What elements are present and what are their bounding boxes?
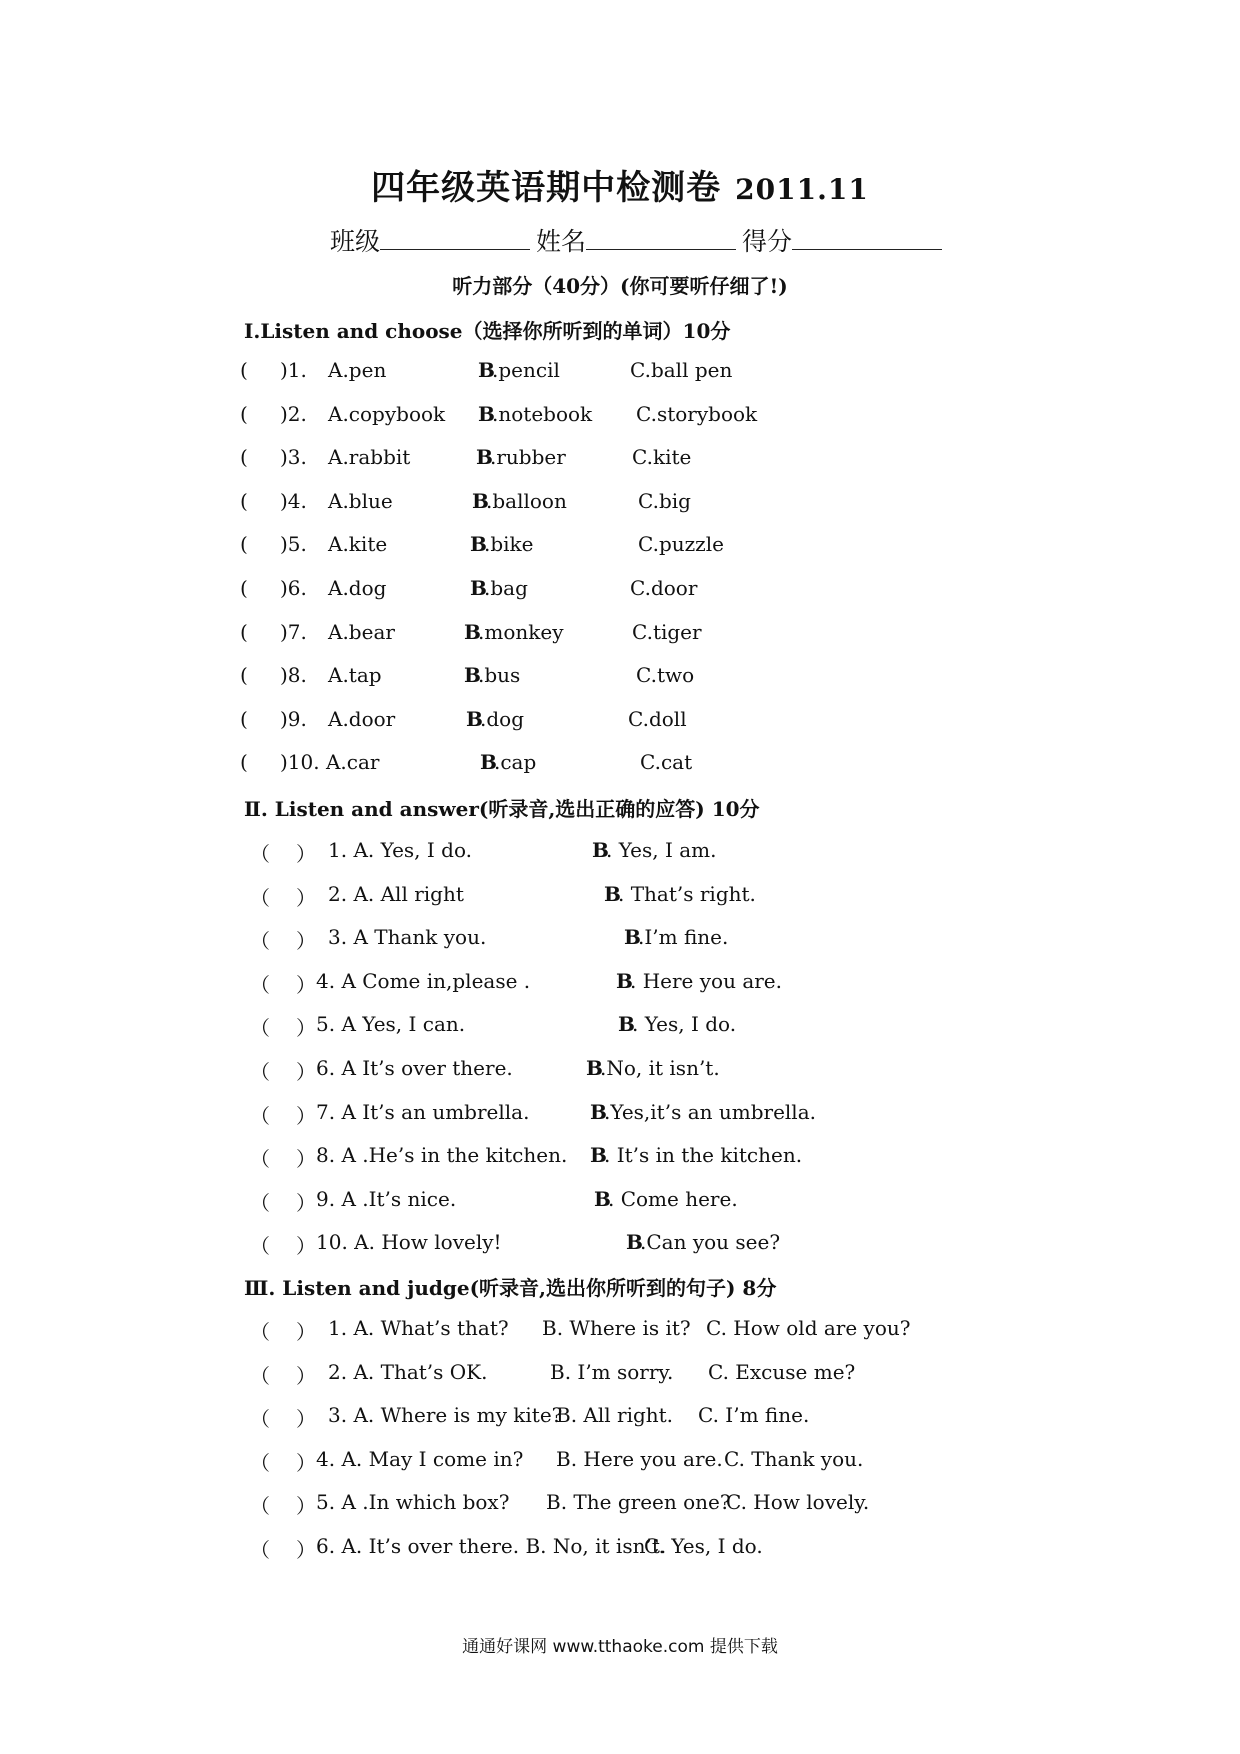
section2-question-row (0, 1012, 1240, 1042)
question-number: )4. (280, 488, 307, 513)
question-option-a: 9. A .It’s nice. (316, 1186, 457, 1211)
question-option-a: 8. A .He’s in the kitchen. (316, 1143, 568, 1168)
option-a: A.dog (328, 576, 387, 600)
answer-paren-open[interactable]: （ (250, 1538, 270, 1562)
option-a: 1. A. What’s that? (328, 1316, 509, 1340)
option-a: 3. A. Where is my kite? (328, 1403, 563, 1428)
option-b: .balloon (486, 488, 567, 513)
answer-paren-open[interactable]: （ (250, 842, 270, 866)
answer-paren-close: ） (296, 1450, 316, 1475)
question-option-a: 2. A. All right (328, 881, 464, 906)
question-number: )9. (280, 706, 307, 731)
option-b: . Here you are. (630, 968, 783, 993)
answer-paren-close: ） (296, 1320, 316, 1344)
option-b: . Yes, I am. (606, 838, 717, 862)
section2-question-row (0, 969, 1240, 999)
option-b: .cap (494, 750, 537, 775)
answer-paren-close: ） (296, 1234, 316, 1259)
exam-title (0, 160, 1240, 209)
section1-question-row (0, 576, 1240, 606)
question-option-a: 10. A. How lovely! (316, 1230, 502, 1255)
exam-date: 2011.11 (735, 173, 869, 206)
answer-paren-close: ） (296, 1407, 316, 1432)
answer-paren[interactable]: ( (240, 445, 248, 470)
option-c: C.ball pen (630, 358, 733, 382)
option-c: C.puzzle (638, 532, 724, 557)
option-c: C. I’m fine. (698, 1403, 810, 1428)
name-blank[interactable] (586, 223, 736, 250)
section3-question-row (0, 1316, 1240, 1346)
answer-paren-open[interactable]: （ (250, 1363, 270, 1388)
option-b-letter: B (626, 1230, 643, 1255)
option-b: .I’m fine. (638, 925, 729, 950)
question-option-a: 1. A. Yes, I do. (328, 838, 472, 862)
option-c: C.doll (628, 706, 687, 731)
option-c: C.two (636, 663, 695, 688)
section1-question-row (0, 663, 1240, 693)
score-blank[interactable] (792, 223, 942, 250)
option-b-letter: B (464, 619, 481, 644)
option-a: 5. A .In which box? (316, 1490, 510, 1515)
answer-paren[interactable]: ( (240, 532, 248, 557)
option-a: 6. A. It’s over there. B. No, it isn’t. (316, 1534, 667, 1558)
option-b: .bag (484, 576, 528, 600)
answer-paren-close: ） (296, 1363, 316, 1388)
answer-paren-close: ） (296, 1538, 316, 1562)
answer-paren-open[interactable]: （ (250, 1320, 270, 1344)
option-b-letter: B (464, 663, 481, 688)
section2-question-row (0, 925, 1240, 955)
answer-paren-open[interactable]: （ (250, 1234, 270, 1259)
option-b: .No, it isn’t. (600, 1056, 720, 1080)
section3-heading: Ⅲ. Listen and judge(听录音,选出你所听到的句子) 8分 (244, 1276, 777, 1300)
option-a: 4. A. May I come in? (316, 1446, 524, 1471)
option-a: A.kite (328, 532, 388, 557)
title-text: 四年级英语期中检测卷 (371, 168, 722, 208)
option-c: C. Excuse me? (708, 1359, 856, 1384)
answer-paren-open[interactable]: （ (250, 929, 270, 954)
section3-question-row (0, 1360, 1240, 1390)
answer-paren-open[interactable]: （ (250, 1494, 270, 1519)
question-option-a: 7. A It’s an umbrella. (316, 1099, 530, 1124)
option-b: . It’s in the kitchen. (604, 1143, 803, 1168)
option-b-letter: B (618, 1012, 635, 1037)
answer-paren-open[interactable]: （ (250, 1190, 270, 1215)
answer-paren-open[interactable]: （ (250, 1103, 270, 1128)
answer-paren[interactable]: ( (240, 706, 248, 731)
answer-paren-close: ） (296, 1190, 316, 1215)
section1-heading: Ⅰ.Listen and choose（选择你所听到的单词）10分 (244, 319, 731, 343)
option-b-letter: B (478, 401, 495, 426)
option-b: B. Where is it? (542, 1316, 691, 1340)
option-b: .Can you see? (640, 1230, 781, 1255)
listening-subtitle: 听力部分（40分）(你可要听仔细了!) (452, 274, 788, 298)
option-b: B. All right. (556, 1403, 674, 1428)
option-a: A.rabbit (328, 445, 411, 470)
answer-paren-open[interactable]: （ (250, 972, 270, 997)
option-b-letter: B (470, 576, 487, 600)
option-b: .notebook (492, 401, 593, 426)
section3-question-row (0, 1447, 1240, 1477)
section1-question-row (0, 750, 1240, 780)
option-b-letter: B (470, 532, 487, 557)
option-b: .dog (480, 706, 525, 731)
option-b: .rubber (490, 445, 566, 470)
class-blank[interactable] (380, 223, 530, 250)
question-option-a: 5. A Yes, I can. (316, 1012, 466, 1037)
option-b-letter: B (616, 968, 633, 993)
option-b: .pencil (492, 358, 560, 382)
section3-question-row (0, 1403, 1240, 1433)
option-b-letter: B (472, 488, 489, 513)
option-b-letter: B (592, 838, 609, 862)
answer-paren-close: ） (296, 1494, 316, 1519)
answer-paren[interactable]: ( (240, 358, 248, 382)
answer-paren-close: ） (296, 1103, 316, 1128)
option-c: C. Yes, I do. (644, 1534, 763, 1558)
student-info-fields (330, 222, 948, 258)
option-b-letter: B (466, 706, 483, 731)
question-number: )8. (280, 663, 307, 688)
section2-question-row (0, 1100, 1240, 1130)
option-a: A.blue (328, 488, 393, 513)
option-b: . Come here. (608, 1186, 738, 1211)
option-b: .monkey (478, 619, 564, 644)
question-number: )2. (280, 401, 307, 426)
section1-question-row (0, 707, 1240, 737)
question-option-a: 4. A Come in,please . (316, 968, 531, 993)
class-label: 班级 (330, 227, 381, 256)
option-c: C.tiger (632, 619, 702, 644)
section1-question-row (0, 445, 1240, 475)
option-a: A.tap (328, 663, 382, 688)
option-b-letter: B (586, 1056, 603, 1080)
option-b: B. I’m sorry. (550, 1359, 674, 1384)
question-option-a: 3. A Thank you. (328, 925, 487, 950)
option-b-letter: B (590, 1143, 607, 1168)
section1-question-row (0, 620, 1240, 650)
answer-paren-close: ） (296, 929, 316, 954)
question-number: )1. (280, 358, 307, 382)
section2-question-row (0, 838, 1240, 868)
option-a: A.door (328, 706, 396, 731)
answer-paren-open[interactable]: （ (250, 885, 270, 910)
section3-question-row (0, 1534, 1240, 1564)
answer-paren-close: ） (296, 1016, 316, 1041)
answer-paren[interactable]: ( (240, 488, 248, 513)
section1-question-row (0, 402, 1240, 432)
option-b-letter: B (594, 1186, 611, 1211)
answer-paren-close: ） (296, 885, 316, 910)
option-b: .Yes,it’s an umbrella. (604, 1099, 816, 1124)
option-b-letter: B (590, 1099, 607, 1124)
section1-question-row (0, 358, 1240, 388)
section2-question-row (0, 1230, 1240, 1260)
option-c: C. How old are you? (706, 1316, 911, 1340)
answer-paren-close: ） (296, 1147, 316, 1172)
answer-paren-close: ） (296, 972, 316, 997)
option-b-letter: B (480, 750, 497, 775)
option-a: 2. A. That’s OK. (328, 1359, 488, 1384)
question-number: )6. (280, 576, 307, 600)
option-c: C. Thank you. (724, 1446, 864, 1471)
option-b: B. The green one? (546, 1490, 731, 1515)
footer-credit: 通通好课网 www.tthaoke.com 提供下载 (462, 1637, 778, 1657)
answer-paren[interactable]: ( (240, 619, 248, 644)
option-c: C.big (638, 488, 691, 513)
question-number: )10. A.car (280, 750, 380, 775)
section1-question-row (0, 489, 1240, 519)
option-a: A.pen (328, 358, 387, 382)
option-b: .bike (484, 532, 534, 557)
section2-question-row (0, 882, 1240, 912)
answer-paren[interactable]: ( (240, 750, 248, 775)
answer-paren-open[interactable]: （ (250, 1016, 270, 1041)
answer-paren-open[interactable]: （ (250, 1450, 270, 1475)
section2-heading: Ⅱ. Listen and answer(听录音,选出正确的应答) 10分 (244, 797, 760, 821)
answer-paren[interactable]: ( (240, 576, 248, 600)
question-option-a: 6. A It’s over there. (316, 1056, 513, 1080)
answer-paren-close: ） (296, 842, 316, 866)
section3-question-row (0, 1490, 1240, 1520)
answer-paren-close: ） (296, 1060, 316, 1084)
option-c: C.kite (632, 445, 692, 470)
option-c: C. How lovely. (726, 1490, 870, 1515)
section1-question-row (0, 532, 1240, 562)
section2-question-row (0, 1143, 1240, 1173)
question-number: )3. (280, 445, 307, 470)
option-c: C.storybook (636, 401, 758, 426)
answer-paren-open[interactable]: （ (250, 1060, 270, 1084)
answer-paren-open[interactable]: （ (250, 1407, 270, 1432)
answer-paren[interactable]: ( (240, 401, 248, 426)
option-c: C.door (630, 576, 698, 600)
name-label: 姓名 (536, 227, 587, 256)
section2-question-row (0, 1187, 1240, 1217)
question-number: )5. (280, 532, 307, 557)
option-b: .bus (478, 663, 521, 688)
option-b-letter: B (624, 925, 641, 950)
score-label: 得分 (742, 227, 793, 256)
option-b: . Yes, I do. (632, 1012, 737, 1037)
option-a: A.copybook (328, 401, 446, 426)
option-c: C.cat (640, 750, 693, 775)
option-b-letter: B (478, 358, 495, 382)
section2-question-row (0, 1056, 1240, 1086)
answer-paren-open[interactable]: （ (250, 1147, 270, 1172)
answer-paren[interactable]: ( (240, 663, 248, 688)
option-b: B. Here you are. (556, 1446, 723, 1471)
option-b-letter: B (476, 445, 493, 470)
option-b-letter: B (604, 881, 621, 906)
question-number: )7. (280, 619, 307, 644)
option-a: A.bear (328, 619, 395, 644)
option-b: . That’s right. (618, 881, 756, 906)
